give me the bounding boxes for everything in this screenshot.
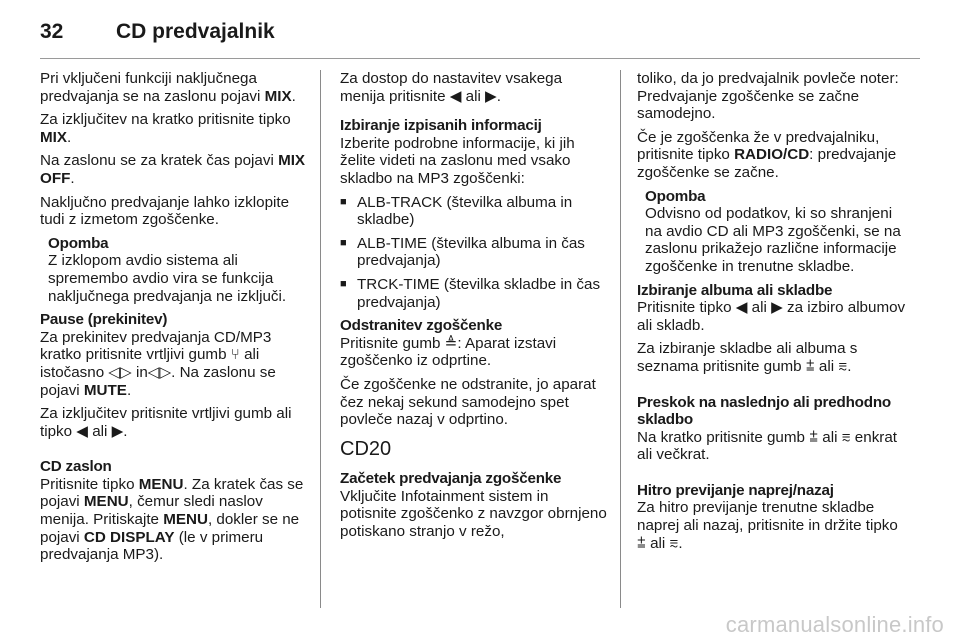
paragraph-album-list: Za izbiranje skladbe ali albuma s seznama pritisnite gumb ⩲ ali ⩳. xyxy=(637,340,858,375)
paragraph-pause: Za prekinitev predvajanja CD/MP3 kratko pritisnite vrtljivi gumb ⑂ ali istočasno ◁▷ in◁▷. Na zaslonu se pojavi MUTE. xyxy=(40,328,276,399)
note-title: Opomba xyxy=(645,187,706,205)
section-heading-cd20: CD20 xyxy=(340,437,392,460)
paragraph-cd-display: Pritisnite tipko MENU. Za kratek čas se pojavi MENU, čemur sledi naslov menija. Pritiskajte MENU, dokler se ne pojavi CD DISPLAY (le v primeru predvajanja MP3). xyxy=(40,475,304,564)
list-item: ■ ALB-TIME (številka albuma in čas predvajanja) xyxy=(340,235,608,270)
paragraph-radio-cd: Če je zgoščenka že v predvajalniku, pritisnite tipko RADIO/CD: predvajanje zgoščenke se začne. xyxy=(637,128,897,181)
note-box xyxy=(40,235,308,305)
paragraph-mix-off: Za izključitev na kratko pritisnite tipko MIX. xyxy=(40,111,291,146)
column-3 xyxy=(637,70,907,558)
column-divider-1 xyxy=(320,70,321,608)
column-divider-2 xyxy=(620,70,621,608)
paragraph-unpause: Za izključitev pritisnite vrtljivi gumb ali tipko ◀ ali ▶. xyxy=(40,405,292,440)
paragraph-fast-forward: Za hitro previjanje trenutne skladbe naprej ali nazaj, pritisnite in držite tipko ⩲ ali ⩳. xyxy=(637,499,898,552)
page-title: CD predvajalnik xyxy=(116,20,275,43)
list-item: ■ ALB-TRACK (številka albuma in skladbe) xyxy=(340,194,608,229)
note-text: Z izklopom avdio sistema ali spremembo avdio vira se funkcija naključnega predvajanja ne izključi. xyxy=(48,252,287,305)
paragraph-mix-on: Pri vključeni funkciji naključnega predvajanja se na zaslonu pojavi MIX. xyxy=(40,70,296,105)
section-heading-info-select: Izbiranje izpisanih informacij xyxy=(340,117,542,135)
column-2 xyxy=(340,70,608,547)
paragraph-start-playback: Vključite Infotainment sistem in potisnite zgoščenko z navzgor obrnjeno potiskano stranjo v režo, xyxy=(340,487,607,541)
note-text: Odvisno od podatkov, ki so shranjeni na avdio CD ali MP3 zgoščenki, se na zaslonu prikažejo različne informacije zgoščenke in trenutne skladbe. xyxy=(645,205,901,275)
paragraph-playback-continues: toliko, da jo predvajalnik povleče noter: Predvajanje zgoščenke se začne samodejno. xyxy=(637,70,899,123)
section-heading-eject: Odstranitev zgoščenke xyxy=(340,317,503,335)
note-box xyxy=(637,188,907,276)
paragraph-menu-access: Za dostop do nastavitev vsakega menija pritisnite ◀ ali ▶. xyxy=(340,70,563,105)
section-heading-skip-track: Preskok na naslednjo ali predhodno skladbo xyxy=(637,393,891,429)
list-item: ■ TRCK-TIME (številka skladbe in čas predvajanja) xyxy=(340,276,608,311)
section-heading-cd-display: CD zaslon xyxy=(40,458,112,476)
page-header xyxy=(40,18,920,50)
paragraph-eject: Pritisnite gumb ≜: Aparat izstavi zgoščenko iz odprtine. xyxy=(340,334,557,370)
section-heading-fast-forward: Hitro previjanje naprej/nazaj xyxy=(637,481,834,499)
paragraph-eject-random: Naključno predvajanje lahko izklopite tudi z izmetom zgoščenke. xyxy=(40,193,290,229)
section-heading-pause: Pause (prekinitev) xyxy=(40,311,168,329)
paragraph-mix-off-display: Na zaslonu se za kratek čas pojavi MIX OFF. xyxy=(40,152,306,187)
paragraph-info-select: Izberite podrobne informacije, ki jih želite videti na zaslonu med vsako skladbo na MP3 zgoščenki: xyxy=(340,134,575,187)
note-title: Opomba xyxy=(48,234,109,252)
paragraph-skip-track: Na kratko pritisnite gumb ⩲ ali ⩳ enkrat ali večkrat. xyxy=(637,428,898,464)
watermark: carmanualsonline.info xyxy=(725,612,944,637)
column-1 xyxy=(40,70,308,570)
paragraph-album-select: Pritisnite tipko ◀ ali ▶ za izbiro albumov ali skladb. xyxy=(637,299,906,334)
page-number: 32 xyxy=(40,20,64,43)
section-heading-start-playback: Začetek predvajanja zgoščenke xyxy=(340,470,562,488)
header-divider xyxy=(40,58,920,59)
paragraph-eject-auto: Če zgoščenke ne odstranite, jo aparat čez nekaj sekund samodejno spet povleče nazaj v odprtino. xyxy=(340,375,596,429)
section-heading-album-select: Izbiranje albuma ali skladbe xyxy=(637,281,833,299)
